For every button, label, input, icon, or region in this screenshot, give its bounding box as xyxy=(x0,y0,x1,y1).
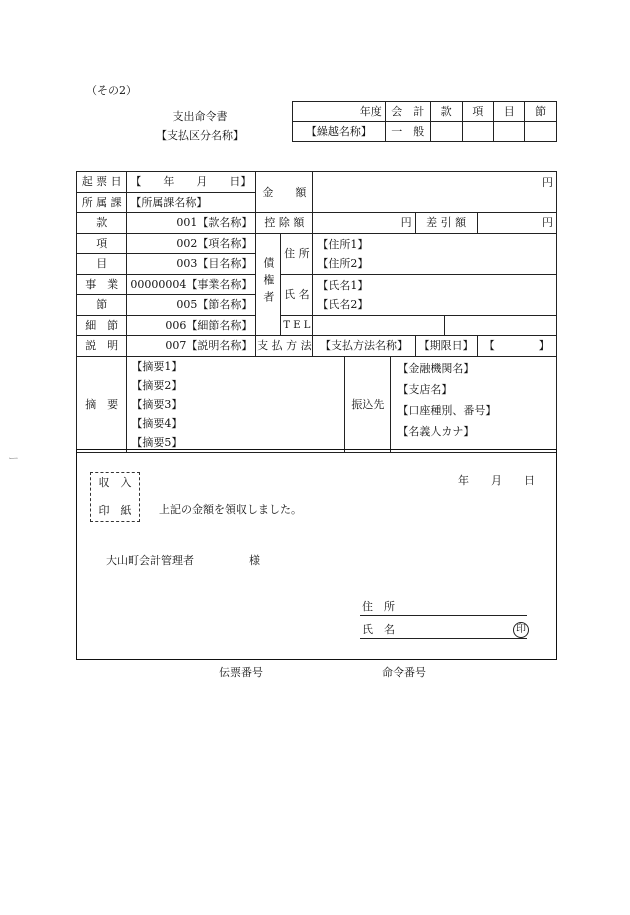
recipient: 大山町会計管理者 xyxy=(106,554,194,567)
branch-name: 【支店名】 xyxy=(397,382,453,396)
address-value: 【住所1】 【住所2】 xyxy=(313,233,557,274)
due-date: 【期限日】 xyxy=(415,336,477,357)
pay-method-value: 【支払方法名称】 xyxy=(313,336,415,357)
seal-mark: 印 xyxy=(513,622,529,638)
summary-item: 【摘要4】 xyxy=(131,416,183,430)
explain-value: 007【説明名称】 xyxy=(127,336,256,357)
setsu-code-cell xyxy=(525,122,557,142)
summary-list xyxy=(127,356,345,452)
creditor-name-value: 【氏名1】 【氏名2】 xyxy=(313,274,557,315)
moku-code-cell xyxy=(494,122,525,142)
recipient-honorific: 様 xyxy=(249,554,260,567)
kou-code-cell xyxy=(462,122,494,142)
bank-name: 【金融機関名】 xyxy=(397,361,475,375)
saisetsu-value: 006【細節名称】 xyxy=(127,315,256,336)
project-label: 事 業 xyxy=(77,274,127,295)
summary-item: 【摘要1】 xyxy=(131,359,183,373)
date-value: 【 年 月 日】 xyxy=(127,172,256,193)
summary-item: 【摘要2】 xyxy=(131,378,183,392)
pay-method-label: 支 払 方 法 xyxy=(256,336,313,357)
net-amount-label: 差 引 額 xyxy=(415,213,477,234)
amount-label: 金 額 xyxy=(256,172,313,213)
revenue-stamp-box: 収 入 印 紙 xyxy=(90,472,140,522)
dept-value: 【所属課名称】 xyxy=(127,192,256,213)
payment-order-table xyxy=(76,171,557,453)
accounting-type: 一 般 xyxy=(385,122,430,142)
creditor-label: 債権者 xyxy=(256,233,281,336)
summary-label: 摘 要 xyxy=(77,356,127,452)
project-value: 00000004【事業名称】 xyxy=(127,274,256,295)
fiscal-year-label: 年度 xyxy=(293,102,386,122)
setsu-header: 節 xyxy=(525,102,557,122)
accounting-header: 会 計 xyxy=(385,102,430,122)
summary-item: 【摘要5】 xyxy=(131,435,183,449)
tel-label: T E L xyxy=(281,315,313,336)
payment-category: 【支払区分名称】 xyxy=(156,129,244,142)
moku-label: 目 xyxy=(77,254,127,275)
saisetsu-label: 細 節 xyxy=(77,315,127,336)
dept-label: 所 属 課 xyxy=(77,192,127,213)
address-line xyxy=(360,615,527,616)
kou-label: 項 xyxy=(77,233,127,254)
moku-value: 003【目名称】 xyxy=(127,254,256,275)
date-label: 起 票 日 xyxy=(77,172,127,193)
deduction-value: 円 xyxy=(313,213,415,234)
carryover-name: 【繰越名称】 xyxy=(293,122,386,142)
voucher-number-label: 伝票番号 xyxy=(219,666,263,679)
signer-address-label: 住 所 xyxy=(362,600,395,613)
kan-code-cell xyxy=(430,122,462,142)
amount-value: 円 xyxy=(313,172,557,213)
left-margin-mark: ー xyxy=(8,452,19,465)
kou-value: 002【項名称】 xyxy=(127,233,256,254)
address-label: 住 所 xyxy=(281,233,313,274)
transfer-label: 振込先 xyxy=(345,356,391,452)
kan-header: 款 xyxy=(430,102,462,122)
part-label: （その2） xyxy=(86,84,137,97)
bank-info xyxy=(391,356,557,452)
account-holder-kana: 【名義人カナ】 xyxy=(397,424,475,438)
kan-value: 001【款名称】 xyxy=(127,213,256,234)
net-amount-value: 円 xyxy=(477,213,556,234)
form-title: 支出命令書 xyxy=(172,110,228,123)
tel-extra xyxy=(445,315,557,336)
kan-label: 款 xyxy=(77,213,127,234)
creditor-name-label: 氏 名 xyxy=(281,274,313,315)
kou-header: 項 xyxy=(462,102,494,122)
account-type-number: 【口座種別、番号】 xyxy=(397,403,497,417)
setsu-label: 節 xyxy=(77,295,127,316)
tel-value xyxy=(313,315,445,336)
deduction-label: 控 除 額 xyxy=(256,213,313,234)
summary-item: 【摘要3】 xyxy=(131,397,183,411)
setsu-value: 005【節名称】 xyxy=(127,295,256,316)
moku-header: 目 xyxy=(494,102,525,122)
account-header-table xyxy=(292,101,557,142)
receipt-date: 年 月 日 xyxy=(458,474,535,487)
name-line xyxy=(360,638,527,639)
explain-label: 説 明 xyxy=(77,336,127,357)
received-text: 上記の金額を領収しました。 xyxy=(159,503,302,516)
extra-bracket: 【 】 xyxy=(477,336,556,357)
signer-name-label: 氏 名 xyxy=(362,623,395,636)
order-number-label: 命令番号 xyxy=(382,666,426,679)
